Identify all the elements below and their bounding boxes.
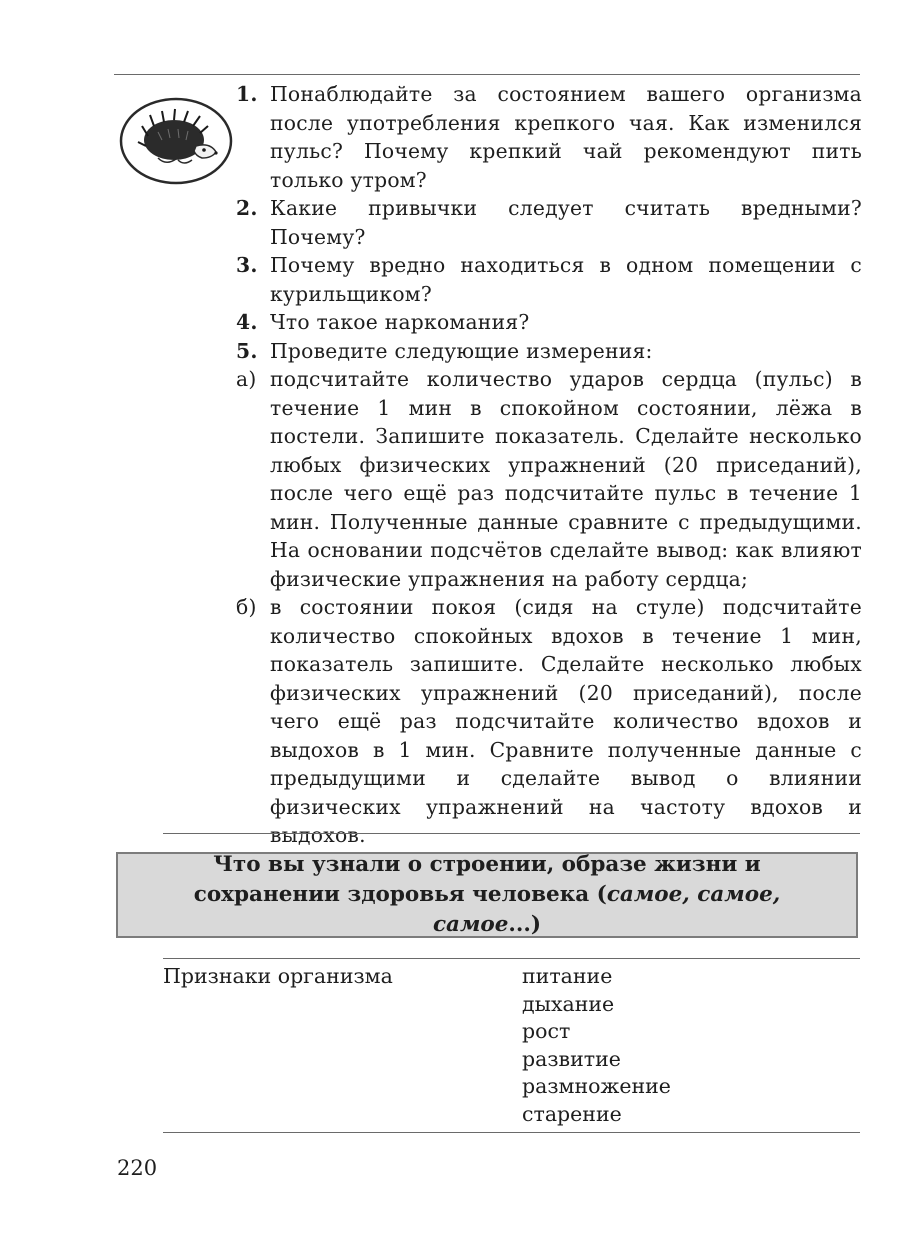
summary-table-bottom-border [163, 1132, 860, 1133]
task-text: Какие привычки следует считать вредными? Почему? [270, 196, 862, 249]
hedgehog-icon [118, 96, 234, 186]
subtask-text: в состоянии покоя (сидя на стуле) подсчитайте количество спокойных вдохов в течение 1 мин, показатель запишите. Сделайте несколько любых физических упражнений (20 приседаний), после чего ещё раз подсчитайте количество вдохов и выдохов в 1 мин. Сравните полученные данные с предыдущими и сделайте вывод о влиянии физических упражнений на частоту вдохов и выдохов. [270, 595, 862, 847]
task-item [236, 308, 862, 337]
task-number: 3. [236, 253, 258, 277]
task-list [236, 80, 862, 850]
subtask-text: подсчитайте количество ударов сердца (пульс) в течение 1 мин в спокойном состоянии, лёжа в постели. Запишите показатель. Сделайте несколько любых физических упражнений (20 приседаний), после чего ещё раз подсчитайте пульс в течение 1 мин. Полученные данные сравните с предыдущими. На основании подсчётов сделайте вывод: как влияют физические упражнения на работу сердца; [270, 367, 862, 591]
list-item: размножение [522, 1074, 671, 1098]
summary-heading-main: Что вы узнали о строении, образе жизни и сохранении здоровья человека ( [193, 852, 761, 907]
list-item: развитие [522, 1046, 621, 1071]
task-text: Почему вредно находиться в одном помещении с курильщиком? [270, 253, 862, 306]
section-divider [163, 833, 860, 834]
task-number: 1. [236, 82, 258, 106]
list-item: питание [522, 964, 613, 988]
top-divider [114, 74, 860, 75]
list-item: старение [522, 1101, 622, 1126]
task-number: 2. [236, 196, 258, 220]
task-item [236, 337, 862, 366]
task-text: Понаблюдайте за состоянием вашего организма после употребления крепкого чая. Как изменился пульс? Почему крепкий чай рекомендуют пить только утром? [270, 82, 862, 192]
summary-heading-end: ...) [508, 912, 542, 937]
signs-list [522, 963, 671, 1128]
task-item [236, 80, 862, 194]
subtask-item [236, 365, 862, 593]
signs-label: Признаки организма [163, 964, 393, 988]
task-text: Что такое наркомания? [270, 310, 530, 334]
task-number: 5. [236, 338, 258, 363]
summary-table-top-border [163, 958, 860, 959]
summary-heading [137, 850, 837, 940]
summary-heading-box [116, 852, 858, 938]
list-item: рост [522, 1019, 571, 1043]
task-item [236, 251, 862, 308]
task-item [236, 194, 862, 251]
summary-heading-emphasis: самое, самое, самое [432, 882, 781, 937]
list-item: дыхание [522, 991, 615, 1016]
task-number: 4. [236, 310, 258, 334]
subtask-item [236, 593, 862, 850]
subtask-letter: а) [236, 367, 257, 391]
page-number: 220 [117, 1156, 158, 1180]
subtask-letter: б) [236, 595, 257, 619]
task-text: Проведите следующие измерения: [270, 338, 653, 363]
